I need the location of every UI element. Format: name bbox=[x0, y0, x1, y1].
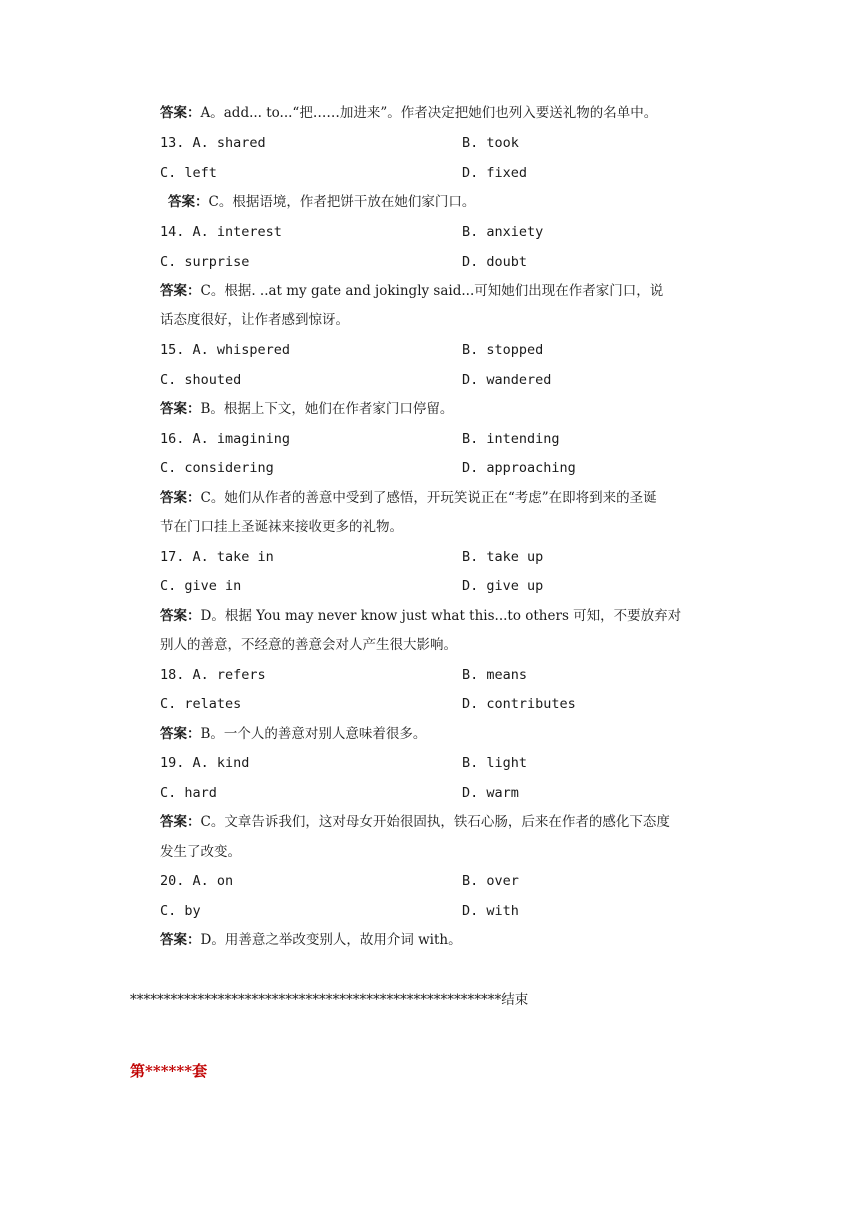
option-c: C. left bbox=[160, 165, 217, 181]
answer-line: 答案：C。她们从作者的善意中受到了感悟，开玩笑说正在“考虑”在即将到来的圣诞 bbox=[160, 490, 657, 506]
question-row bbox=[160, 340, 740, 360]
answer-line: 答案：D。根据 You may never know just what this...to others 可知，不要放弃对 bbox=[160, 608, 682, 624]
question-row bbox=[160, 665, 740, 685]
question-row bbox=[160, 163, 740, 183]
question-row bbox=[160, 901, 740, 921]
option-a: 16. A. imagining bbox=[160, 431, 291, 447]
answer-line: 答案：D。用善意之举改变别人，故用介词 with。 bbox=[160, 932, 462, 948]
answer-line: 答案：A。add... to...“把……加进来”。作者决定把她们也列入要送礼物的名单中。 bbox=[160, 105, 658, 121]
option-d: D. approaching bbox=[462, 460, 576, 476]
option-a: 14. A. interest bbox=[160, 224, 282, 240]
option-a: 15. A. whispered bbox=[160, 342, 291, 358]
answer-line: 答案：C。文章告诉我们，这对母女开始很固执，铁石心肠，后来在作者的感化下态度 bbox=[160, 814, 670, 830]
question-row bbox=[160, 547, 740, 567]
option-b: B. light bbox=[462, 755, 528, 771]
option-b: B. stopped bbox=[462, 342, 544, 358]
option-b: B. over bbox=[462, 873, 519, 889]
option-d: D. contributes bbox=[462, 696, 576, 712]
end-marker: *******************************************************结束 bbox=[130, 992, 529, 1008]
answer-line: 答案：C。根据. ..at my gate and jokingly said...可知她们出现在作者家门口，说 bbox=[160, 283, 664, 299]
option-c: C. shouted bbox=[160, 372, 242, 388]
option-b: B. anxiety bbox=[462, 224, 544, 240]
question-row bbox=[160, 753, 740, 773]
question-row bbox=[160, 370, 740, 390]
answer-line: 答案：B。根据上下文，她们在作者家门口停留。 bbox=[160, 401, 454, 417]
answer-line: 答案：B。一个人的善意对别人意味着很多。 bbox=[160, 726, 427, 742]
question-row bbox=[160, 576, 740, 596]
option-b: B. take up bbox=[462, 549, 544, 565]
question-row bbox=[160, 429, 740, 449]
option-c: C. by bbox=[160, 903, 201, 919]
option-d: D. give up bbox=[462, 578, 544, 594]
option-b: B. means bbox=[462, 667, 528, 683]
option-a: 19. A. kind bbox=[160, 755, 250, 771]
option-c: C. hard bbox=[160, 785, 217, 801]
question-row bbox=[160, 694, 740, 714]
option-d: D. warm bbox=[462, 785, 519, 801]
option-d: D. fixed bbox=[462, 165, 528, 181]
option-b: B. took bbox=[462, 135, 519, 151]
question-row bbox=[160, 133, 740, 153]
option-c: C. surprise bbox=[160, 254, 250, 270]
option-a: 13. A. shared bbox=[160, 135, 266, 151]
question-row bbox=[160, 458, 740, 478]
option-a: 20. A. on bbox=[160, 873, 234, 889]
option-a: 18. A. refers bbox=[160, 667, 266, 683]
option-c: C. relates bbox=[160, 696, 242, 712]
option-d: D. doubt bbox=[462, 254, 528, 270]
option-c: C. considering bbox=[160, 460, 274, 476]
question-row bbox=[160, 871, 740, 891]
option-a: 17. A. take in bbox=[160, 549, 274, 565]
question-row bbox=[160, 783, 740, 803]
option-c: C. give in bbox=[160, 578, 242, 594]
next-set-title: 第******套 bbox=[130, 1062, 208, 1080]
question-row bbox=[160, 252, 740, 272]
answer-continuation: 发生了改变。 bbox=[160, 844, 241, 860]
answer-continuation: 话态度很好，让作者感到惊讶。 bbox=[160, 312, 349, 328]
answer-continuation: 别人的善意，不经意的善意会对人产生很大影响。 bbox=[160, 637, 457, 653]
answer-line: 答案：C。根据语境，作者把饼干放在她们家门口。 bbox=[168, 194, 476, 210]
question-row bbox=[160, 222, 740, 242]
answer-continuation: 节在门口挂上圣诞袜来接收更多的礼物。 bbox=[160, 519, 403, 535]
option-d: D. with bbox=[462, 903, 519, 919]
option-b: B. intending bbox=[462, 431, 560, 447]
option-d: D. wandered bbox=[462, 372, 552, 388]
